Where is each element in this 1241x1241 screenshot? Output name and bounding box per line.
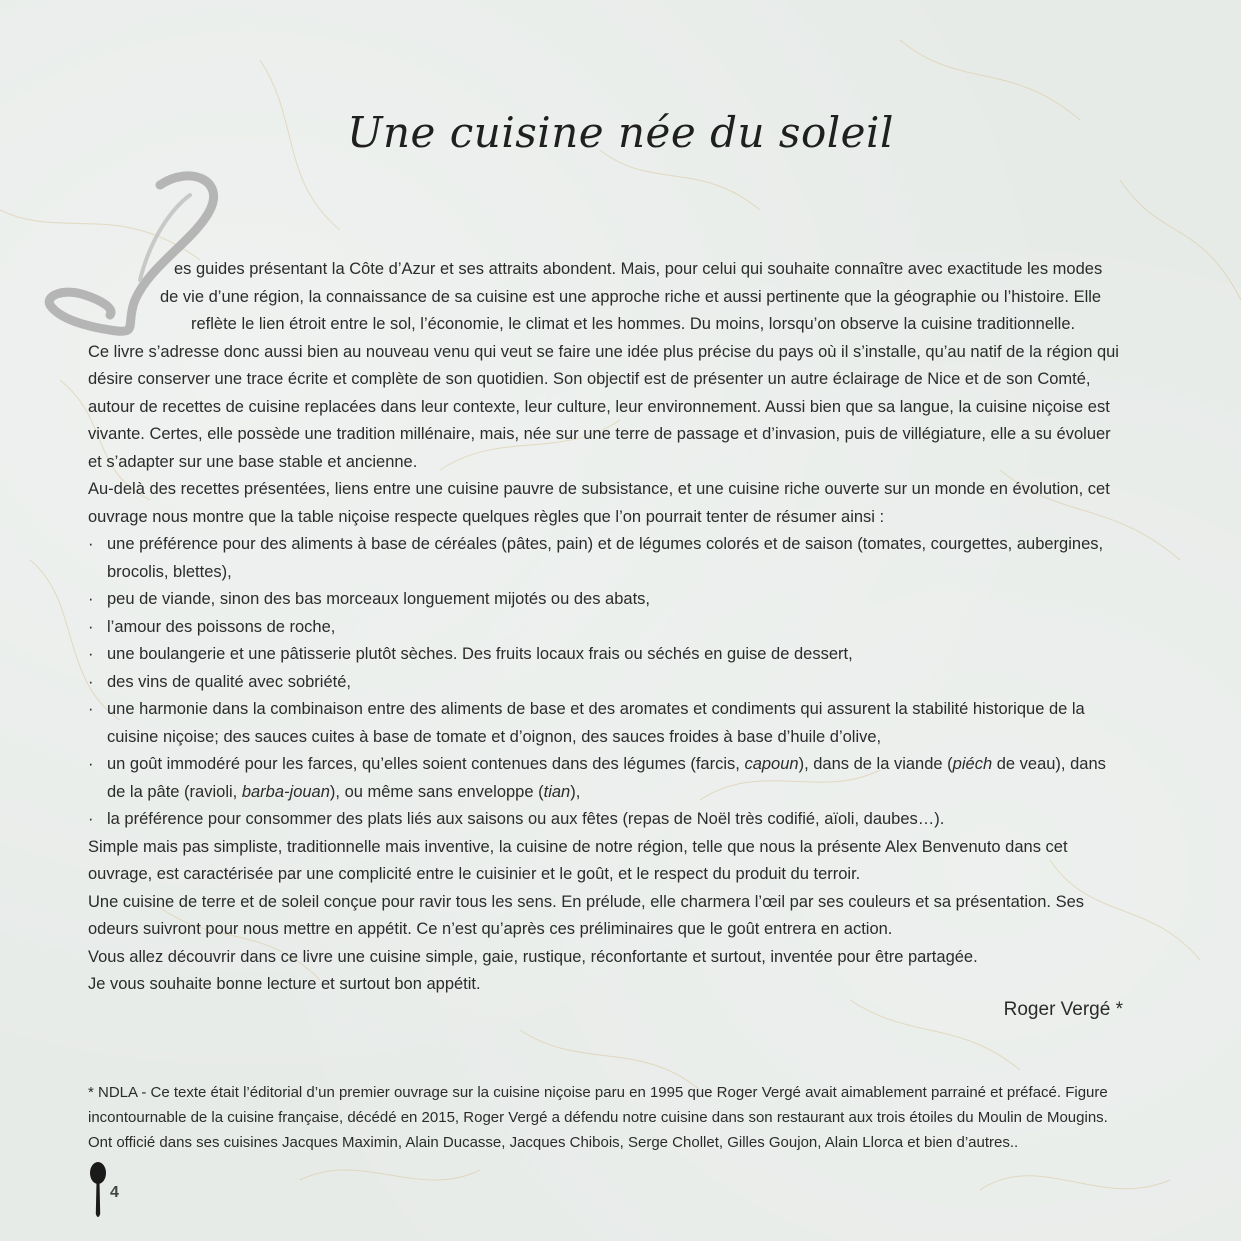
- paragraph-3: Au-delà des recettes présentées, liens entre une cuisine pauvre de subsistance, et une cuisine riche ouverte sur un monde en évolution, cet ouvrage nous montre que la table niçoise respecte quelques règles que l’on pourrait tenter de résumer ainsi :: [88, 480, 1110, 526]
- list-item-text: ), ou même sans enveloppe (: [329, 782, 544, 801]
- intro-line-3: reflète le lien étroit entre le sol, l’économie, le climat et les hommes. Du moins, lorsqu’on observe la cuisine traditionnelle.: [191, 315, 1076, 333]
- footnote: * NDLA - Ce texte était l’éditorial d’un premier ouvrage sur la cuisine niçoise paru en 1995 que Roger Vergé avait aimablement parrainé et préfacé. Figure incontournable de la cuisine française, décédé en 2015, Roger Vergé a défendu notre cuisine dans son restaurant aux trois étoiles du Moulin de Mougins. Ont officié dans ses cuisines Jacques Maximin, Alain Ducasse, Jacques Chibois, Serge Chollet, Gilles Goujon, Alain Llorca et bien d’autres..: [88, 1084, 1108, 1151]
- list-item-text: un goût immodéré pour les farces, qu’elles soient contenues dans des légumes (farcis,: [107, 755, 745, 773]
- list-item-text: de veau), dans de la pâte (ravioli,: [107, 755, 1106, 801]
- dish-name: barba-jouan: [241, 782, 330, 801]
- list-item: · une boulangerie et une pâtisserie plutôt sèches. Des fruits locaux frais ou séchés en guise de dessert,: [88, 641, 1124, 669]
- list-item: · une harmonie dans la combinaison entre des aliments de base et des aromates et condiments qui assurent la stabilité historique de la cuisine niçoise; des sauces cuites à base de tomate et d’oignon, des sauces froides à base d’huile d’olive,: [88, 696, 1124, 751]
- list-item-text: ),: [570, 782, 581, 801]
- paragraph-2: Ce livre s’adresse donc aussi bien au nouveau venu qui veut se faire une idée plus précise du pays où il s’installe, qu’au natif de la région qui désire conserver une trace écrite et complète de son quotidien. Son objectif est de présenter un autre éclairage de Nice et de son Comté, autour de recettes de cuisine replacées dans leur contexte, leur culture, leur environnement. Aussi bien que sa langue, la cuisine niçoise est vivante. Certes, elle possède une tradition millénaire, mais, née sur une terre de passage et d’invasion, puis de villégiature, elle a su évoluer et s’adapter sur une base stable et ancienne.: [88, 342, 1119, 471]
- spoon-icon: [88, 1162, 108, 1220]
- rules-list: [88, 531, 1124, 834]
- list-item: · la préférence pour consommer des plats liés aux saisons ou aux fêtes (repas de Noël très codifié, aïoli, daubes…).: [88, 806, 1124, 834]
- intro-line-1: es guides présentant la Côte d’Azur et ses attraits abondent. Mais, pour celui qui souhaite connaître avec exactitude les modes: [174, 260, 1103, 278]
- list-item: · des vins de qualité avec sobriété,: [88, 669, 1124, 697]
- dish-name: capoun: [744, 755, 799, 773]
- intro-line-2: de vie d’une région, la connaissance de sa cuisine est une approche riche et aussi pertinente que la géographie ou l’histoire. Elle: [160, 287, 1102, 306]
- list-item: · peu de viande, sinon des bas morceaux longuement mijotés ou des abats,: [88, 586, 1124, 614]
- page-title: Une cuisine née du soleil: [347, 108, 894, 157]
- list-item: [88, 751, 1124, 806]
- list-item-text: ), dans de la viande (: [798, 755, 953, 773]
- paragraph-7: Je vous souhaite bonne lecture et surtout bon appétit.: [88, 975, 481, 993]
- dish-name: tian: [543, 782, 571, 801]
- page-number: 4: [110, 1184, 119, 1201]
- paragraph-5: Une cuisine de terre et de soleil conçue pour ravir tous les sens. En prélude, elle charmera l’œil par ses couleurs et sa présentation. Ses odeurs suivront pour nous mettre en appétit. Ce n’est qu’après ces préliminaires que le goût entrera en action.: [88, 892, 1085, 938]
- paragraph-4: Simple mais pas simpliste, traditionnelle mais inventive, la cuisine de notre région, telle que nous la présente Alex Benvenuto dans cet ouvrage, est caractérisée par une complicité entre le cuisinier et le goût, et le respect du produit du terroir.: [88, 837, 1068, 883]
- paragraph-6: Vous allez découvrir dans ce livre une cuisine simple, gaie, rustique, réconfortante et surtout, inventée pour être partagée.: [88, 947, 978, 966]
- list-item: · l’amour des poissons de roche,: [88, 614, 1124, 642]
- author-signature: Roger Vergé *: [1003, 999, 1123, 1020]
- list-item: · une préférence pour des aliments à base de céréales (pâtes, pain) et de légumes colorés et de saison (tomates, courgettes, aubergines, brocolis, blettes),: [88, 531, 1124, 586]
- dish-name: piéch: [952, 755, 993, 773]
- page-footer: [88, 1162, 148, 1222]
- article-body: [88, 256, 1124, 999]
